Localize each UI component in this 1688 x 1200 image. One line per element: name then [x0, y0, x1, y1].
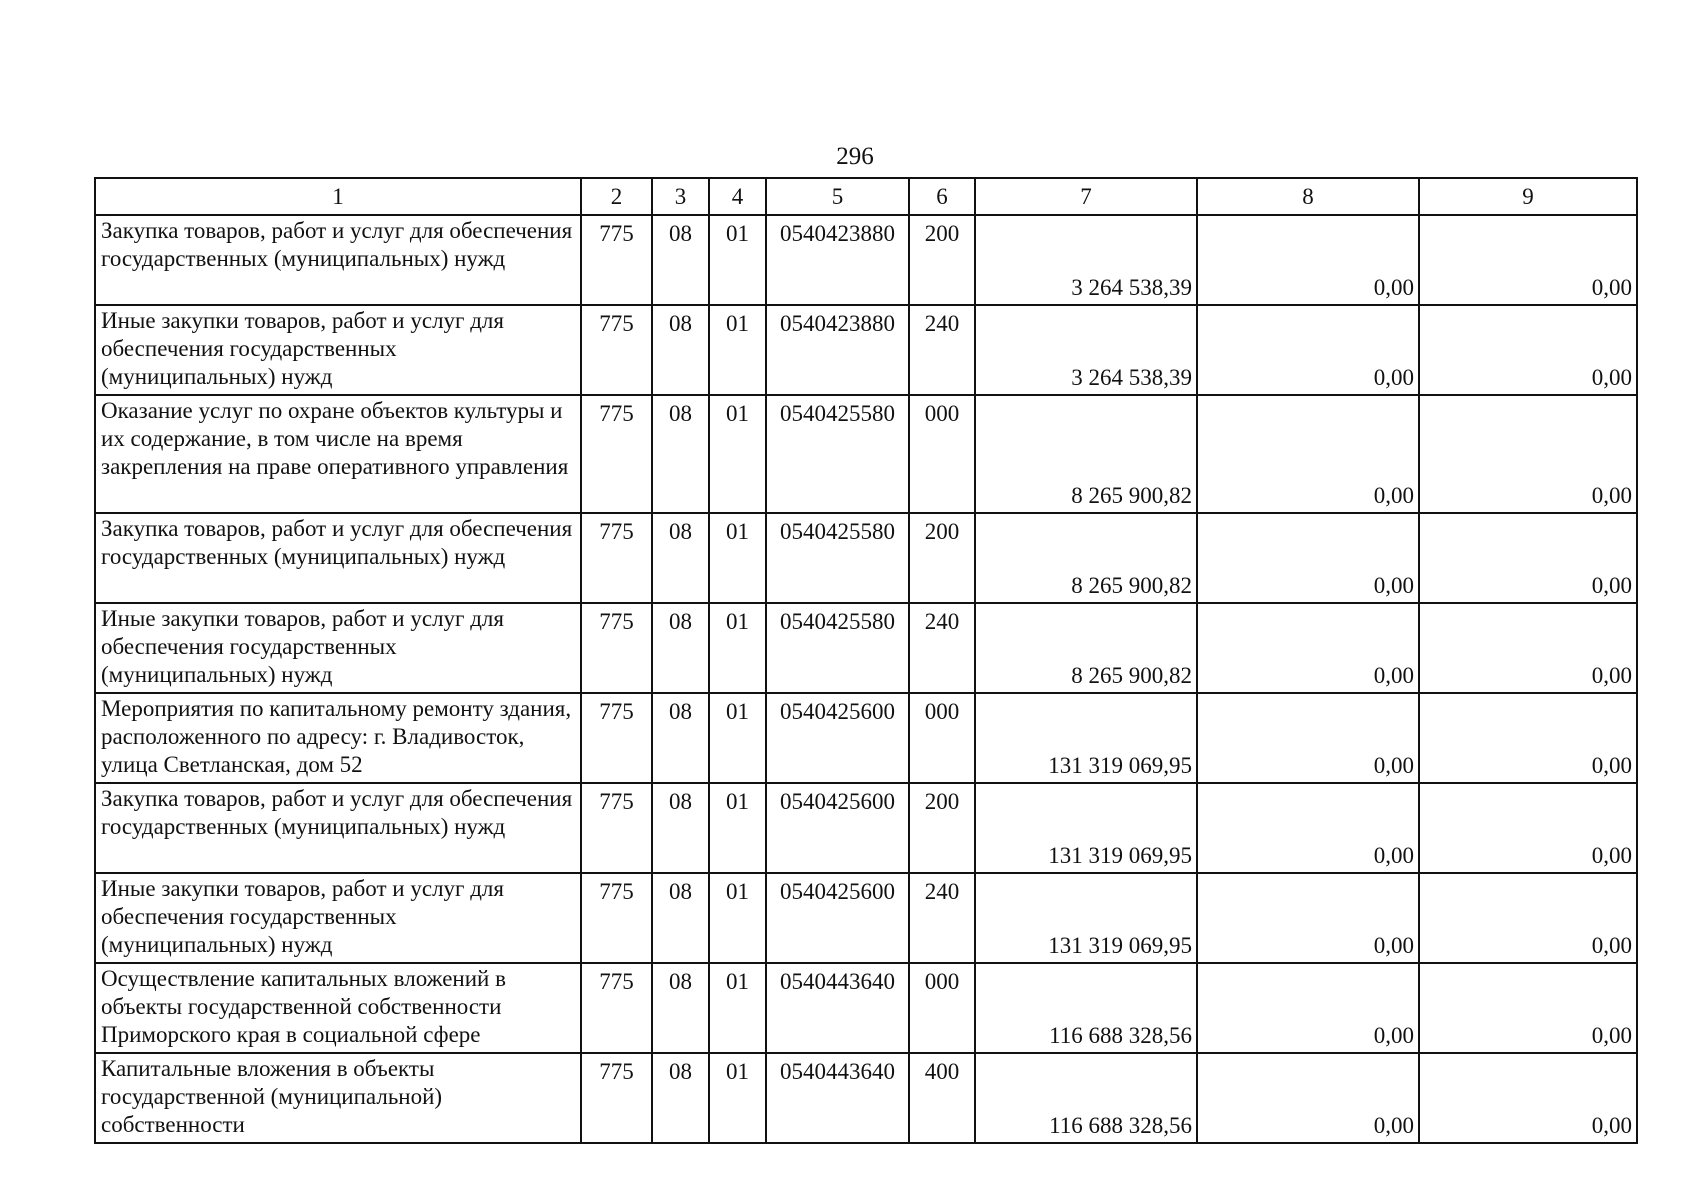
subsection-cell: 01 [709, 215, 766, 305]
section-cell: 08 [652, 693, 709, 783]
row-name-cell: Осуществление капитальных вложений в объекты государственной собственности Приморского края в социальной сфере [95, 963, 581, 1053]
table-header-row [95, 178, 1637, 215]
row-name-cell: Мероприятия по капитальному ремонту здания, расположенного по адресу: г. Владивосток, улица Светланская, дом 52 [95, 693, 581, 783]
expense-type-cell: 240 [909, 305, 975, 395]
header-cell: 3 [652, 178, 709, 215]
expense-type-cell: 000 [909, 963, 975, 1053]
amount-cell: 0,00 [1419, 963, 1637, 1053]
subsection-cell: 01 [709, 963, 766, 1053]
amount-cell: 0,00 [1419, 603, 1637, 693]
section-cell: 08 [652, 873, 709, 963]
table-row [95, 215, 1637, 305]
amount-cell: 0,00 [1419, 1053, 1637, 1143]
row-name-cell: Иные закупки товаров, работ и услуг для обеспечения государственных (муниципальных) нужд [95, 305, 581, 395]
row-name-cell: Закупка товаров, работ и услуг для обеспечения государственных (муниципальных) нужд [95, 215, 581, 305]
page-number: 296 [836, 143, 874, 170]
expense-type-cell: 200 [909, 783, 975, 873]
subsection-cell: 01 [709, 873, 766, 963]
row-name-cell: Иные закупки товаров, работ и услуг для обеспечения государственных (муниципальных) нужд [95, 873, 581, 963]
expense-type-cell: 240 [909, 873, 975, 963]
amount-cell: 8 265 900,82 [975, 603, 1197, 693]
target-article-cell: 0540423880 [766, 215, 909, 305]
section-cell: 08 [652, 395, 709, 513]
header-cell: 4 [709, 178, 766, 215]
amount-cell: 0,00 [1197, 1053, 1419, 1143]
expense-type-cell: 200 [909, 513, 975, 603]
header-cell: 6 [909, 178, 975, 215]
row-name-cell: Закупка товаров, работ и услуг для обеспечения государственных (муниципальных) нужд [95, 783, 581, 873]
expense-type-cell: 000 [909, 693, 975, 783]
ministry-code-cell: 775 [581, 1053, 652, 1143]
header-cell: 1 [95, 178, 581, 215]
subsection-cell: 01 [709, 395, 766, 513]
amount-cell: 8 265 900,82 [975, 513, 1197, 603]
ministry-code-cell: 775 [581, 693, 652, 783]
amount-cell: 0,00 [1197, 873, 1419, 963]
expense-type-cell: 400 [909, 1053, 975, 1143]
header-cell: 8 [1197, 178, 1419, 215]
amount-cell: 8 265 900,82 [975, 395, 1197, 513]
subsection-cell: 01 [709, 603, 766, 693]
table-row [95, 873, 1637, 963]
target-article-cell: 0540443640 [766, 963, 909, 1053]
table-row [95, 1053, 1637, 1143]
target-article-cell: 0540425580 [766, 603, 909, 693]
target-article-cell: 0540425580 [766, 395, 909, 513]
ministry-code-cell: 775 [581, 873, 652, 963]
ministry-code-cell: 775 [581, 215, 652, 305]
section-cell: 08 [652, 603, 709, 693]
expense-type-cell: 240 [909, 603, 975, 693]
section-cell: 08 [652, 1053, 709, 1143]
amount-cell: 3 264 538,39 [975, 305, 1197, 395]
section-cell: 08 [652, 305, 709, 395]
ministry-code-cell: 775 [581, 603, 652, 693]
budget-table [94, 177, 1638, 1144]
table-row [95, 395, 1637, 513]
amount-cell: 0,00 [1197, 215, 1419, 305]
amount-cell: 0,00 [1419, 873, 1637, 963]
row-name-cell: Оказание услуг по охране объектов культуры и их содержание, в том числе на время закрепления на праве оперативного управления [95, 395, 581, 513]
table-row [95, 963, 1637, 1053]
amount-cell: 3 264 538,39 [975, 215, 1197, 305]
table-row [95, 693, 1637, 783]
target-article-cell: 0540443640 [766, 1053, 909, 1143]
amount-cell: 0,00 [1197, 305, 1419, 395]
header-cell: 7 [975, 178, 1197, 215]
amount-cell: 0,00 [1419, 783, 1637, 873]
table-row [95, 783, 1637, 873]
section-cell: 08 [652, 963, 709, 1053]
amount-cell: 0,00 [1419, 305, 1637, 395]
amount-cell: 131 319 069,95 [975, 873, 1197, 963]
amount-cell: 0,00 [1419, 513, 1637, 603]
amount-cell: 0,00 [1419, 693, 1637, 783]
ministry-code-cell: 775 [581, 783, 652, 873]
amount-cell: 0,00 [1419, 395, 1637, 513]
table-row [95, 603, 1637, 693]
row-name-cell: Закупка товаров, работ и услуг для обеспечения государственных (муниципальных) нужд [95, 513, 581, 603]
header-cell: 9 [1419, 178, 1637, 215]
target-article-cell: 0540423880 [766, 305, 909, 395]
target-article-cell: 0540425600 [766, 783, 909, 873]
subsection-cell: 01 [709, 513, 766, 603]
subsection-cell: 01 [709, 783, 766, 873]
target-article-cell: 0540425580 [766, 513, 909, 603]
amount-cell: 0,00 [1197, 963, 1419, 1053]
subsection-cell: 01 [709, 693, 766, 783]
ministry-code-cell: 775 [581, 395, 652, 513]
row-name-cell: Иные закупки товаров, работ и услуг для обеспечения государственных (муниципальных) нужд [95, 603, 581, 693]
subsection-cell: 01 [709, 1053, 766, 1143]
header-cell: 5 [766, 178, 909, 215]
table-row [95, 513, 1637, 603]
section-cell: 08 [652, 215, 709, 305]
expense-type-cell: 000 [909, 395, 975, 513]
header-cell: 2 [581, 178, 652, 215]
amount-cell: 116 688 328,56 [975, 1053, 1197, 1143]
ministry-code-cell: 775 [581, 963, 652, 1053]
amount-cell: 131 319 069,95 [975, 693, 1197, 783]
amount-cell: 0,00 [1197, 693, 1419, 783]
amount-cell: 0,00 [1197, 395, 1419, 513]
amount-cell: 0,00 [1197, 783, 1419, 873]
subsection-cell: 01 [709, 305, 766, 395]
table-row [95, 305, 1637, 395]
amount-cell: 0,00 [1197, 513, 1419, 603]
section-cell: 08 [652, 513, 709, 603]
amount-cell: 131 319 069,95 [975, 783, 1197, 873]
expense-type-cell: 200 [909, 215, 975, 305]
amount-cell: 0,00 [1419, 215, 1637, 305]
section-cell: 08 [652, 783, 709, 873]
ministry-code-cell: 775 [581, 513, 652, 603]
amount-cell: 0,00 [1197, 603, 1419, 693]
row-name-cell: Капитальные вложения в объекты государственной (муниципальной) собственности [95, 1053, 581, 1143]
ministry-code-cell: 775 [581, 305, 652, 395]
amount-cell: 116 688 328,56 [975, 963, 1197, 1053]
target-article-cell: 0540425600 [766, 693, 909, 783]
target-article-cell: 0540425600 [766, 873, 909, 963]
